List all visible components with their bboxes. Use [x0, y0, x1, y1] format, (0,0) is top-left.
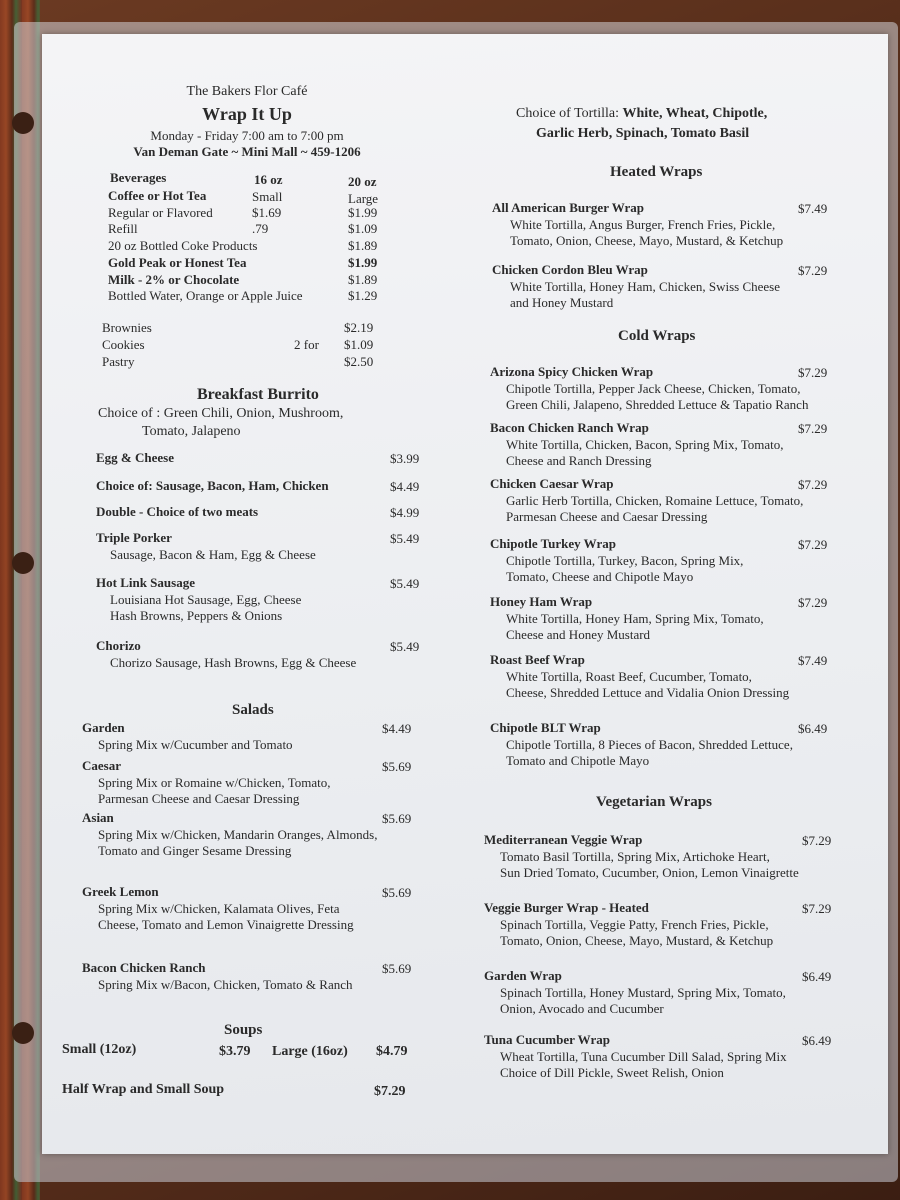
menu-item-desc: Spinach Tortilla, Honey Mustard, Spring Mix, Tomato,	[500, 985, 786, 1000]
menu-item-price: $4.49	[382, 721, 412, 736]
location: Van Deman Gate ~ Mini Mall ~ 459-1206	[133, 144, 361, 159]
menu-item-name: Tuna Cucumber Wrap	[484, 1032, 610, 1047]
bakery-item: Brownies	[102, 320, 152, 335]
left-column	[42, 34, 462, 1134]
menu-item-desc: White Tortilla, Chicken, Bacon, Spring Mix, Tomato,	[506, 437, 784, 452]
menu-item-desc: Tomato and Ginger Sesame Dressing	[98, 843, 292, 858]
menu-item-desc: Cheese, Tomato and Lemon Vinaigrette Dressing	[98, 917, 354, 932]
soup-small-price: $3.79	[219, 1044, 251, 1059]
menu-item-name: Bacon Chicken Ranch Wrap	[490, 420, 649, 435]
menu-item-desc: White Tortilla, Roast Beef, Cucumber, Tomato,	[506, 669, 752, 684]
menu-item-desc: White Tortilla, Angus Burger, French Fries, Pickle,	[510, 217, 776, 232]
breakfast-choice: Choice of : Green Chili, Onion, Mushroom,	[98, 406, 344, 421]
beverage-price-large: $1.89	[348, 272, 378, 287]
soups-heading: Soups	[224, 1022, 263, 1038]
menu-item-name: Arizona Spicy Chicken Wrap	[490, 364, 654, 379]
menu-item-name: Chorizo	[96, 638, 141, 653]
menu-item-price: $7.29	[798, 263, 828, 278]
menu-item-desc: Hash Browns, Peppers & Onions	[110, 608, 283, 623]
binder-hole	[12, 112, 34, 134]
menu-item-price: $5.69	[382, 885, 412, 900]
binder-hole	[12, 552, 34, 574]
size-small-oz: 16 oz	[254, 172, 283, 187]
menu-item-name: Mediterranean Veggie Wrap	[484, 832, 643, 847]
tortilla-choice-label: Choice of Tortilla:	[516, 106, 619, 121]
menu-item-desc: and Honey Mustard	[510, 295, 614, 310]
beverage-name: Milk - 2% or Chocolate	[108, 272, 240, 287]
menu-item-price: $4.49	[390, 479, 420, 494]
menu-item-price: $5.69	[382, 759, 412, 774]
menu-item-price: $5.69	[382, 961, 412, 976]
menu-item-price: $7.29	[798, 595, 828, 610]
menu-item-price: $5.49	[390, 531, 420, 546]
right-column	[472, 34, 888, 1134]
menu-item-desc: Tomato Basil Tortilla, Spring Mix, Artichoke Heart,	[500, 849, 770, 864]
menu-item-name: Garden	[82, 720, 125, 735]
menu-item-name: Hot Link Sausage	[96, 575, 195, 590]
menu-item-name: Chicken Caesar Wrap	[490, 476, 614, 491]
beverage-name: Refill	[108, 221, 138, 236]
menu-item-name: Chicken Cordon Bleu Wrap	[492, 262, 648, 277]
beverage-name: Bottled Water, Orange or Apple Juice	[108, 288, 303, 303]
soup-large: Large (16oz)	[272, 1044, 348, 1059]
menu-item-desc: Chipotle Tortilla, Pepper Jack Cheese, Chicken, Tomato,	[506, 381, 801, 396]
menu-item-desc: Sausage, Bacon & Ham, Egg & Cheese	[110, 547, 316, 562]
size-small-label: Small	[252, 189, 283, 204]
menu-item-name: Garden Wrap	[484, 968, 562, 983]
size-large-oz: 20 oz	[348, 174, 377, 189]
menu-item-price: $4.99	[390, 505, 420, 520]
menu-item-desc: Wheat Tortilla, Tuna Cucumber Dill Salad, Spring Mix	[500, 1049, 787, 1064]
menu-item-desc: Spinach Tortilla, Veggie Patty, French Fries, Pickle,	[500, 917, 769, 932]
breakfast-choice-2: Tomato, Jalapeno	[142, 424, 241, 439]
menu-page	[42, 34, 888, 1154]
bakery-item: Cookies	[102, 337, 145, 352]
beverage-price-large: $1.09	[348, 221, 378, 236]
menu-item-name: Caesar	[82, 758, 121, 773]
menu-item-desc: Green Chili, Jalapeno, Shredded Lettuce & Tapatio Ranch	[506, 397, 809, 412]
beverage-price-small: $1.69	[252, 205, 282, 220]
menu-item-name: Chipotle Turkey Wrap	[490, 536, 616, 551]
menu-item-desc: Cheese and Honey Mustard	[506, 627, 651, 642]
menu-item-desc: Chorizo Sausage, Hash Browns, Egg & Cheese	[110, 655, 357, 670]
beverage-name: Coffee or Hot Tea	[108, 188, 207, 203]
menu-item-desc: White Tortilla, Honey Ham, Chicken, Swiss Cheese	[510, 279, 780, 294]
menu-item-price: $7.29	[798, 365, 828, 380]
menu-item-price: $7.29	[798, 477, 828, 492]
menu-item-desc: Chipotle Tortilla, 8 Pieces of Bacon, Shredded Lettuce,	[506, 737, 793, 752]
hours: Monday - Friday 7:00 am to 7:00 pm	[150, 128, 344, 143]
size-large-label: Large	[348, 191, 379, 206]
bakery-price: $2.19	[344, 320, 374, 335]
menu-item-price: $6.49	[798, 721, 828, 736]
salads-heading: Salads	[232, 702, 274, 718]
menu-item-price: $7.49	[798, 201, 828, 216]
menu-item-price: $7.29	[802, 833, 832, 848]
menu-item-desc: Tomato and Chipotle Mayo	[506, 753, 650, 768]
soup-combo: Half Wrap and Small Soup	[62, 1082, 225, 1097]
menu-item-price: $7.29	[798, 537, 828, 552]
menu-item-desc: Garlic Herb Tortilla, Chicken, Romaine Lettuce, Tomato,	[506, 493, 804, 508]
menu-item-price: $7.29	[802, 901, 832, 916]
beverages-heading: Beverages	[110, 170, 167, 185]
menu-item-name: Asian	[82, 810, 114, 825]
menu-item-desc: Parmesan Cheese and Caesar Dressing	[506, 509, 708, 524]
tortilla-options-1: White, Wheat, Chipotle,	[622, 106, 768, 121]
menu-item-name: Egg & Cheese	[96, 450, 174, 465]
menu-item-name: Double - Choice of two meats	[96, 504, 259, 519]
menu-item-desc: Spring Mix w/Cucumber and Tomato	[98, 737, 293, 752]
cafe-name: The Bakers Flor Café	[186, 84, 308, 99]
beverage-price-large: $1.99	[348, 255, 378, 270]
menu-item-desc: White Tortilla, Honey Ham, Spring Mix, Tomato,	[506, 611, 764, 626]
veggie-heading: Vegetarian Wraps	[596, 794, 712, 810]
menu-item-name: Honey Ham Wrap	[490, 594, 593, 609]
heated-heading: Heated Wraps	[610, 164, 703, 180]
menu-item-price: $6.49	[802, 1033, 832, 1048]
menu-item-name: All American Burger Wrap	[492, 200, 645, 215]
bakery-qty: 2 for	[294, 337, 319, 352]
beverage-price-large: $1.29	[348, 288, 378, 303]
menu-item-desc: Parmesan Cheese and Caesar Dressing	[98, 791, 300, 806]
menu-item-desc: Spring Mix w/Bacon, Chicken, Tomato & Ranch	[98, 977, 353, 992]
cold-heading: Cold Wraps	[618, 328, 696, 344]
beverage-price-large: $1.89	[348, 238, 378, 253]
menu-item-name: Choice of: Sausage, Bacon, Ham, Chicken	[96, 478, 329, 493]
breakfast-heading: Breakfast Burrito	[197, 386, 319, 403]
menu-item-desc: Chipotle Tortilla, Turkey, Bacon, Spring Mix,	[506, 553, 744, 568]
menu-item-name: Veggie Burger Wrap - Heated	[484, 900, 649, 915]
menu-item-desc: Tomato, Onion, Cheese, Mayo, Mustard, & Ketchup	[500, 933, 774, 948]
beverage-price-large: $1.99	[348, 205, 378, 220]
menu-item-price: $7.29	[798, 421, 828, 436]
tortilla-label	[516, 106, 767, 122]
binder-hole	[12, 1022, 34, 1044]
soup-combo-price: $7.29	[374, 1084, 406, 1099]
menu-item-desc: Tomato, Onion, Cheese, Mayo, Mustard, & Ketchup	[510, 233, 784, 248]
menu-item-name: Chipotle BLT Wrap	[490, 720, 601, 735]
menu-item-desc: Sun Dried Tomato, Cucumber, Onion, Lemon Vinaigrette	[500, 865, 799, 880]
menu-item-desc: Spring Mix w/Chicken, Kalamata Olives, Feta	[98, 901, 340, 916]
tortilla-options-2: Garlic Herb, Spinach, Tomato Basil	[536, 126, 750, 141]
menu-item-price: $3.99	[390, 451, 420, 466]
beverage-name: Regular or Flavored	[108, 205, 213, 220]
soup-large-price: $4.79	[376, 1044, 408, 1059]
menu-item-desc: Louisiana Hot Sausage, Egg, Cheese	[110, 592, 302, 607]
bakery-item: Pastry	[102, 354, 135, 369]
menu-item-desc: Cheese, Shredded Lettuce and Vidalia Onion Dressing	[506, 685, 790, 700]
menu-item-price: $6.49	[802, 969, 832, 984]
menu-item-name: Bacon Chicken Ranch	[82, 960, 206, 975]
menu-item-price: $5.69	[382, 811, 412, 826]
bakery-price: $2.50	[344, 354, 374, 369]
menu-item-desc: Choice of Dill Pickle, Sweet Relish, Onion	[500, 1065, 724, 1080]
menu-item-price: $7.49	[798, 653, 828, 668]
menu-item-desc: Tomato, Cheese and Chipotle Mayo	[506, 569, 694, 584]
beverage-name: 20 oz Bottled Coke Products	[108, 238, 258, 253]
menu-title: Wrap It Up	[202, 104, 292, 124]
beverage-name: Gold Peak or Honest Tea	[108, 255, 247, 270]
soup-small: Small (12oz)	[62, 1042, 137, 1057]
bakery-price: $1.09	[344, 337, 374, 352]
menu-item-desc: Onion, Avocado and Cucumber	[500, 1001, 664, 1016]
menu-item-name: Roast Beef Wrap	[490, 652, 585, 667]
menu-item-price: $5.49	[390, 639, 420, 654]
beverage-price-small: .79	[252, 221, 269, 236]
menu-item-desc: Spring Mix w/Chicken, Mandarin Oranges, Almonds,	[98, 827, 378, 842]
menu-item-name: Triple Porker	[96, 530, 172, 545]
menu-item-name: Greek Lemon	[82, 884, 159, 899]
menu-item-desc: Spring Mix or Romaine w/Chicken, Tomato,	[98, 775, 331, 790]
menu-item-desc: Cheese and Ranch Dressing	[506, 453, 652, 468]
menu-item-price: $5.49	[390, 576, 420, 591]
